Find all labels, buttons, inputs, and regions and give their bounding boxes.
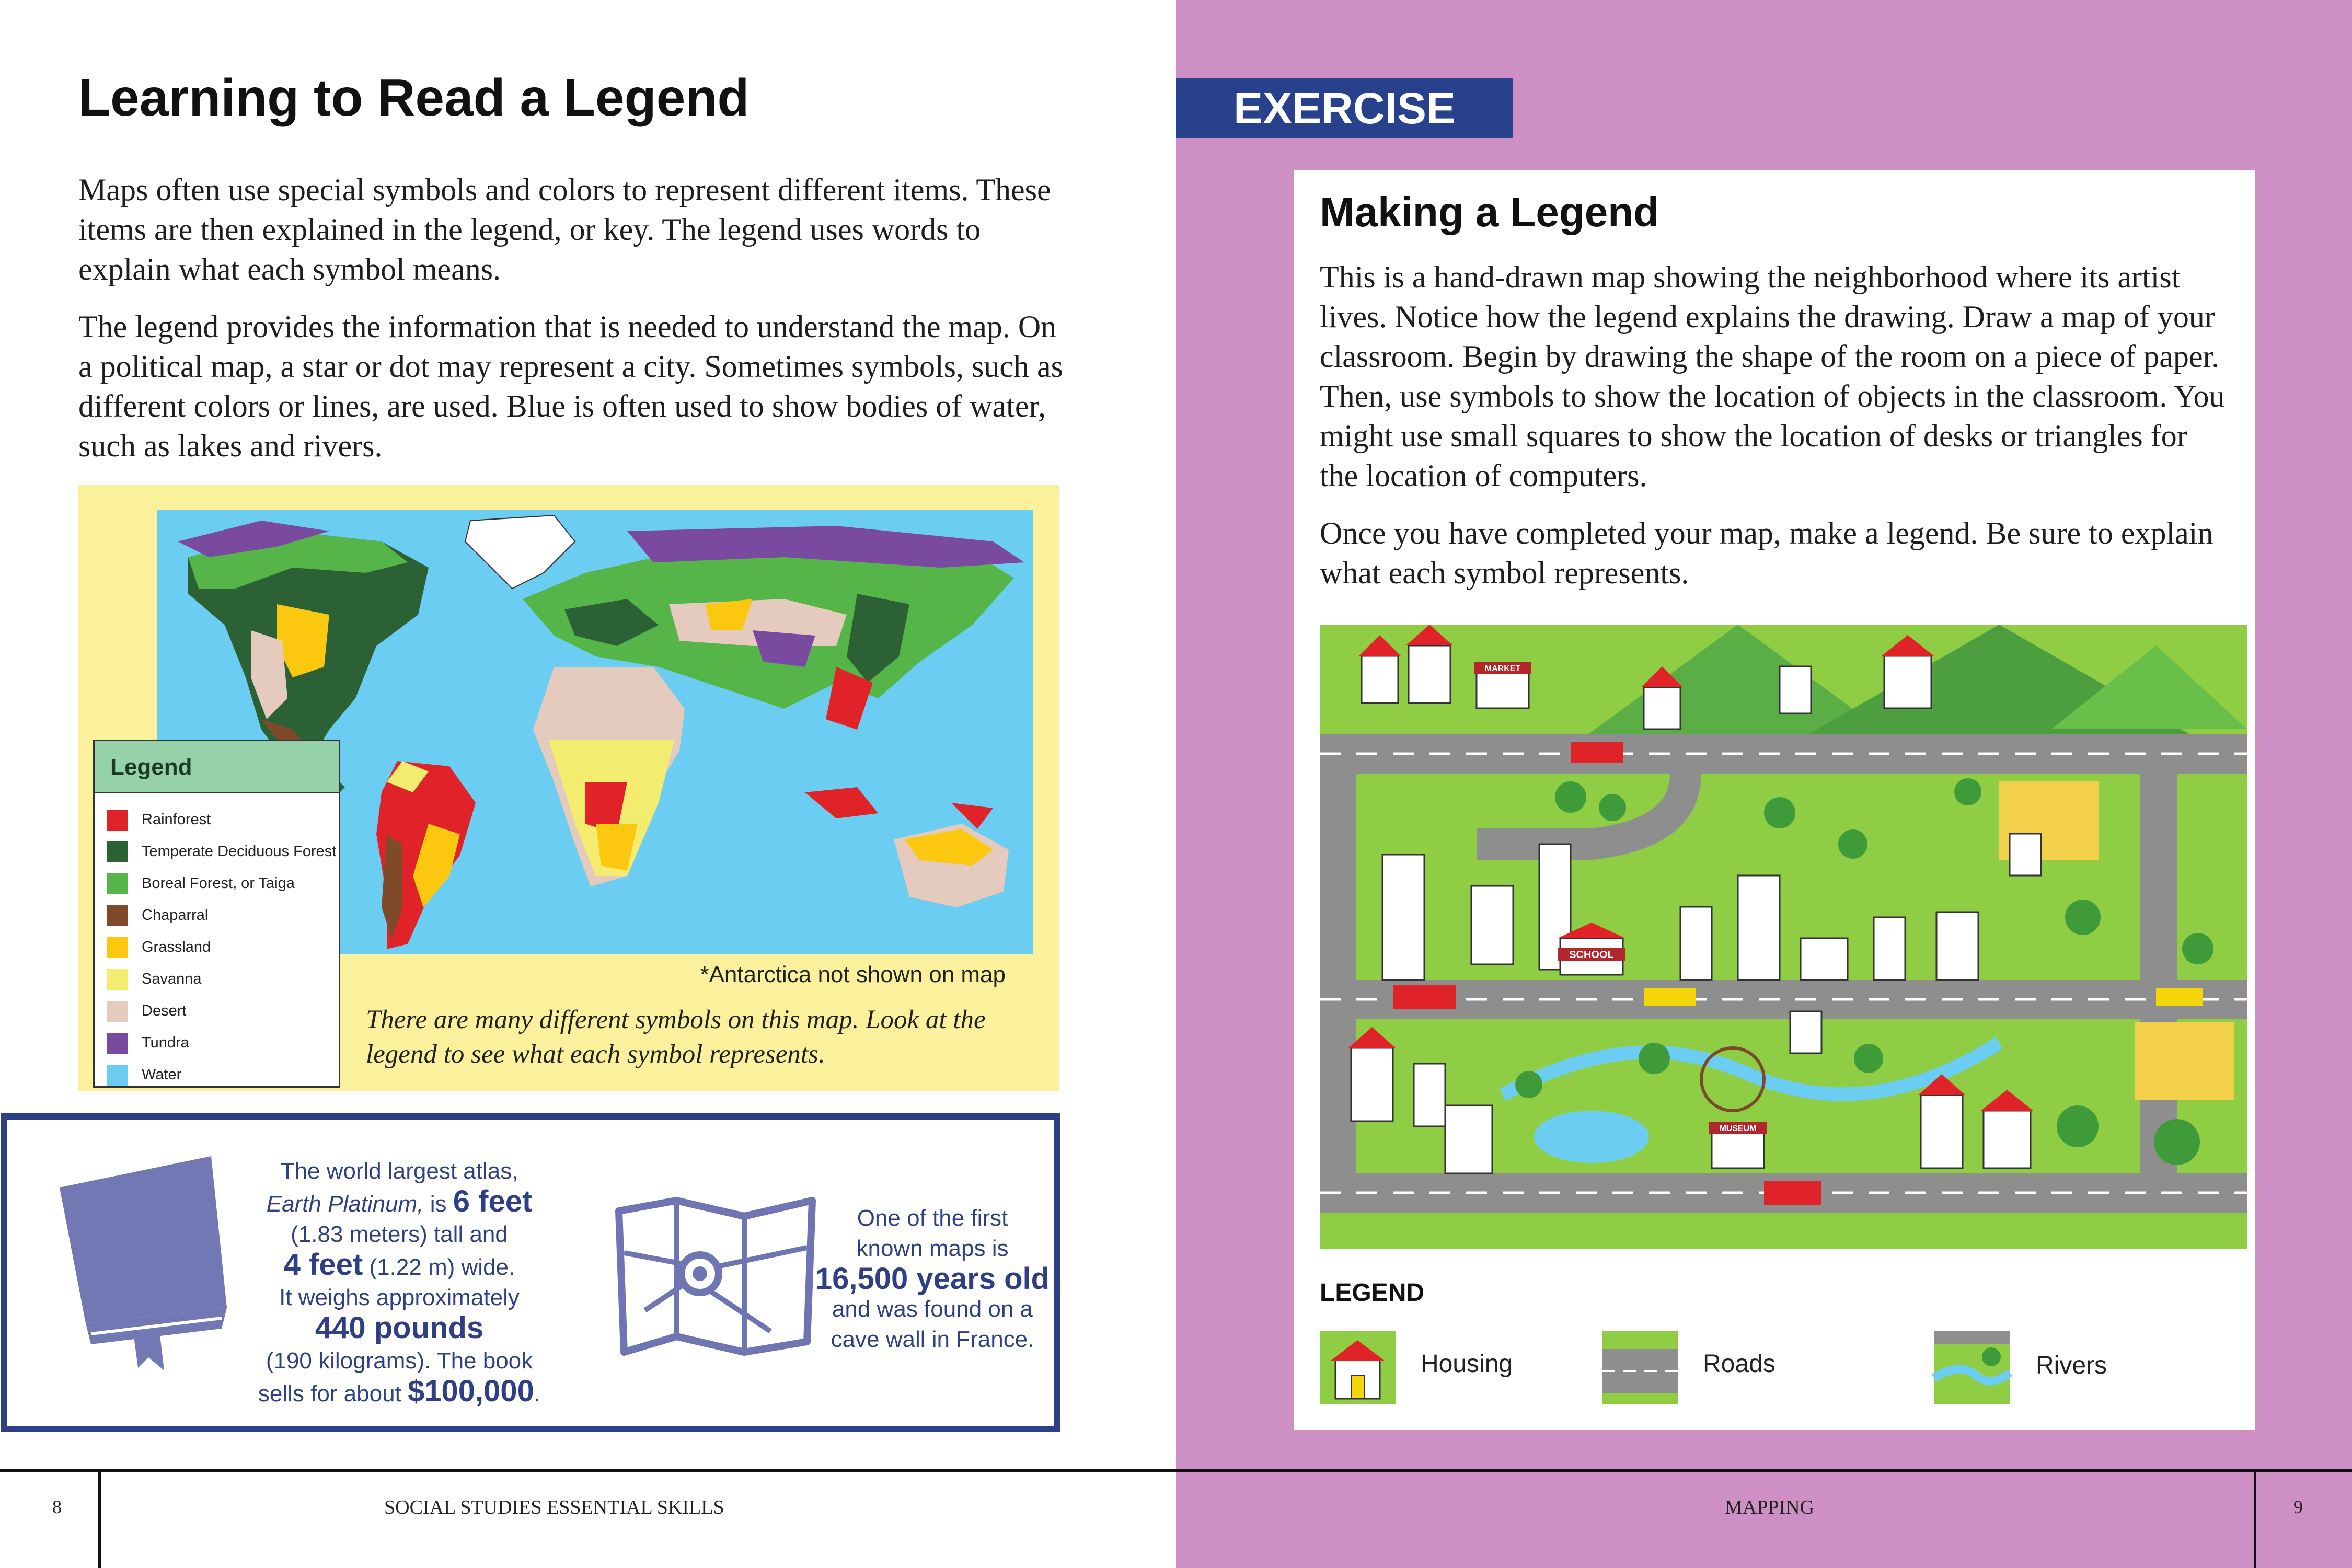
intro-text — [78, 170, 1071, 483]
legend-label: Water — [142, 1066, 182, 1083]
legend-item — [107, 1059, 339, 1091]
fact-value: 6 feet — [453, 1184, 533, 1218]
atlas-fact — [243, 1156, 556, 1409]
fact-line: known maps is — [856, 1236, 1009, 1261]
fact-line: is — [423, 1191, 453, 1217]
roads-swatch — [1602, 1331, 1678, 1404]
book-icon — [54, 1151, 232, 1370]
legend-item — [107, 1027, 339, 1059]
fact-line: It weighs approximately — [279, 1285, 520, 1310]
legend-item — [107, 900, 339, 931]
legend-title: Legend — [95, 741, 339, 793]
footer-rule — [0, 1469, 2352, 1472]
neighborhood-map-graphic — [1320, 625, 2247, 1249]
fact-value: $100,000 — [408, 1374, 534, 1408]
oldest-map-fact — [807, 1203, 1058, 1355]
folded-map-icon — [614, 1195, 817, 1357]
fact-value: 16,500 years old — [815, 1262, 1050, 1296]
legend-label: Rainforest — [142, 811, 211, 828]
book-title: SOCIAL STUDIES ESSENTIAL SKILLS — [384, 1496, 724, 1518]
atlas-name: Earth Platinum, — [266, 1191, 424, 1217]
paragraph: This is a hand-drawn map showing the neighborhood where its artist lives. Notice how the legend explains the drawing. Draw a map of your classroom. Begin by drawing the shape of the room on a piece of paper. Then, use symbols to show the location of objects in the classroom. You might use small squares to show the location of desks or triangles for the location of computers. — [1320, 260, 2225, 493]
legend-item — [107, 804, 339, 836]
fact-line: The world largest atlas, — [280, 1158, 518, 1184]
rivers-label: Rivers — [2036, 1352, 2107, 1379]
legend-item — [107, 868, 339, 900]
legend-label: Grassland — [142, 939, 211, 955]
legend-label: Boreal Forest, or Taiga — [142, 875, 295, 892]
left-page-number: 8 — [52, 1496, 62, 1517]
page-title: Learning to Read a Legend — [78, 68, 750, 127]
roads-label: Roads — [1703, 1350, 1775, 1378]
exercise-text — [1320, 257, 2229, 610]
map-caption: There are many different symbols on this map. Look at the legend to see what each symbol represents. — [366, 1005, 986, 1069]
legend-label: Savanna — [142, 971, 202, 987]
biome-map-panel — [78, 485, 1059, 1091]
legend-label: Temperate Deciduous Forest — [142, 843, 337, 860]
legend-swatch — [107, 937, 128, 958]
rivers-swatch — [1934, 1331, 2010, 1404]
fact-line: cave wall in France. — [831, 1327, 1034, 1352]
fact-line: (1.22 m) wide. — [363, 1254, 515, 1280]
legend-label: Tundra — [142, 1034, 189, 1051]
fact-value: 4 feet — [283, 1248, 363, 1282]
legend-swatch — [107, 1065, 128, 1086]
legend-item — [107, 836, 339, 868]
fun-facts-box — [1, 1113, 1060, 1432]
fact-line: and was found on a — [832, 1296, 1033, 1322]
exercise-banner: EXERCISE — [1176, 78, 1513, 138]
legend-item — [107, 963, 339, 995]
footer-divider — [2254, 1472, 2256, 1568]
legend-swatch — [107, 841, 128, 862]
fact-line: sells for about — [258, 1381, 408, 1406]
market-sign: MARKET — [1484, 664, 1521, 673]
legend-swatch — [107, 873, 128, 894]
paragraph: Maps often use special symbols and colors to represent different items. These items are then explained in the legend, or key. The legend uses words to explain what each symbol means. — [78, 172, 1051, 286]
fact-line: (1.83 meters) tall and — [291, 1221, 508, 1247]
fact-line: One of the first — [857, 1205, 1008, 1231]
fact-line: (190 kilograms). The book — [266, 1348, 533, 1374]
paragraph: Once you have completed your map, make a legend. Be sure to explain what each symbol represents. — [1320, 516, 2213, 590]
neighborhood-map — [1320, 625, 2247, 1249]
section-title: MAPPING — [1725, 1496, 1815, 1518]
right-page-number: 9 — [2293, 1496, 2303, 1517]
legend-swatch — [107, 1033, 128, 1054]
housing-icon — [1320, 1331, 1396, 1404]
legend-swatch — [107, 810, 128, 831]
housing-swatch — [1320, 1331, 1396, 1404]
paragraph: The legend provides the information that is needed to understand the map. On a political map, a star or dot may represent a city. Sometimes symbols, such as different colors or lines, are used. Blue is often used to show bodies of water, such as lakes and rivers. — [78, 309, 1063, 463]
footer-divider — [98, 1472, 101, 1568]
legend-swatch — [107, 969, 128, 990]
legend-swatch — [107, 1001, 128, 1022]
rivers-icon — [1934, 1331, 2010, 1404]
legend-list — [95, 793, 339, 1091]
roads-icon — [1602, 1331, 1678, 1404]
exercise-title: Making a Legend — [1320, 189, 1659, 235]
housing-label: Housing — [1421, 1350, 1513, 1378]
fact-value: 440 pounds — [315, 1311, 484, 1345]
legend-label: Chaparral — [142, 907, 209, 924]
legend-item — [107, 931, 339, 963]
school-sign: SCHOOL — [1569, 949, 1614, 961]
museum-sign: MUSEUM — [1719, 1124, 1757, 1133]
fact-line: . — [534, 1381, 541, 1406]
legend-item — [107, 995, 339, 1027]
exercise-legend-title: LEGEND — [1320, 1279, 1425, 1307]
antarctica-note: *Antarctica not shown on map — [700, 962, 1006, 987]
legend-label: Desert — [142, 1002, 187, 1019]
legend-swatch — [107, 905, 128, 926]
map-legend — [93, 740, 340, 1088]
